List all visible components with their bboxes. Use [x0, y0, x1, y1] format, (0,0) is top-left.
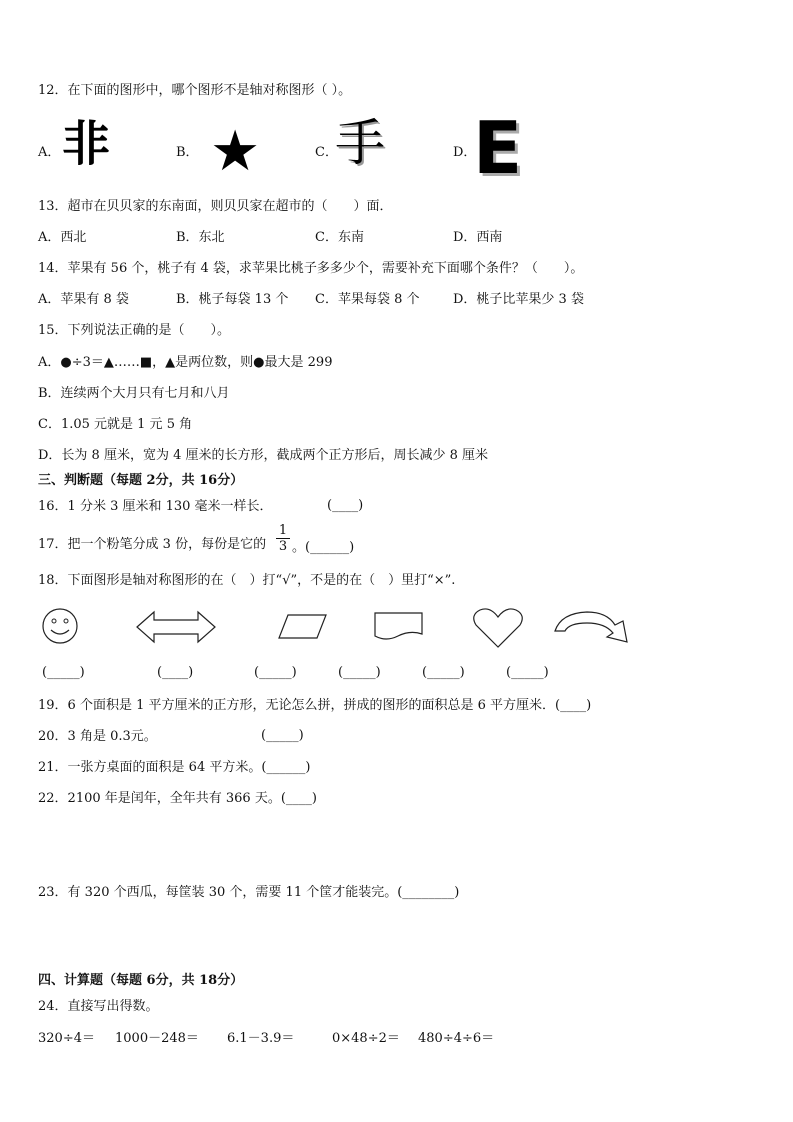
section-4-title: 四、计算题（每题 6分，共 18分） — [38, 973, 244, 988]
q12-option-b-label: B． — [176, 145, 199, 160]
q17-stem: 17．把一个粉笔分成 3 份，每份是它的 — [38, 537, 267, 552]
q16-answer-blank[interactable]: (____) — [327, 498, 364, 513]
q12-option-d-glyph: E — [473, 106, 523, 190]
q12-option-d-label: D． — [453, 145, 477, 160]
q17-fraction-denominator: 3 — [278, 539, 288, 554]
q17-fraction — [276, 524, 290, 553]
q18-blank-3[interactable]: (_____) — [254, 665, 297, 680]
q12-stem: 12．在下面的图形中，哪个图形不是轴对称图形（ ）。 — [38, 83, 352, 98]
q14-option-b: B．桃子每袋 13 个 — [176, 292, 289, 307]
q18-blank-6[interactable]: (_____) — [506, 665, 549, 680]
q20-stem: 20．3 角是 0.3元。 — [38, 729, 157, 744]
curved-arrow-icon — [553, 609, 631, 645]
q13-option-c: C．东南 — [315, 230, 364, 245]
q14-option-c: C．苹果每袋 8 个 — [315, 292, 420, 307]
q15-option-b: B．连续两个大月只有七月和八月 — [38, 386, 230, 401]
q18-stem: 18．下面图形是轴对称图形的在（ ）打“√”，不是的在（ ）里打“×”. — [38, 573, 456, 588]
q16-stem: 16．1 分米 3 厘米和 130 毫米一样长． — [38, 499, 273, 514]
double-arrow-icon — [136, 610, 216, 644]
q18-blank-4[interactable]: (_____) — [338, 665, 381, 680]
q24-stem: 24．直接写出得数。 — [38, 999, 159, 1014]
q18-blank-5[interactable]: (_____) — [422, 665, 465, 680]
q12-option-a-glyph: 非 — [62, 116, 111, 172]
q18-blank-1[interactable]: (_____) — [42, 665, 85, 680]
q12-option-b-star-icon: ★ — [210, 119, 261, 184]
q24-item-3: 6.1－3.9＝ — [227, 1031, 295, 1046]
q21-stem: 21．一张方桌面的面积是 64 平方米。(______) — [38, 760, 311, 775]
flag-shape-icon — [374, 612, 424, 642]
q18-blank-2[interactable]: (____) — [157, 665, 194, 680]
q14-option-a: A．苹果有 8 袋 — [38, 292, 129, 307]
q15-stem: 15．下列说法正确的是（ ）。 — [38, 323, 231, 338]
q14-stem: 14．苹果有 56 个，桃子有 4 袋，求苹果比桃子多多少个，需要补充下面哪个条件？（ ）。 — [38, 261, 584, 276]
parallelogram-icon — [278, 614, 328, 640]
q13-option-d: D．西南 — [453, 230, 503, 245]
q17-fraction-numerator: 1 — [278, 523, 288, 538]
heart-icon — [472, 607, 524, 649]
smiley-face-icon — [40, 608, 82, 644]
q24-item-2: 1000－248＝ — [115, 1031, 199, 1046]
q17-tail[interactable]: 。(______) — [292, 540, 355, 555]
q19-stem: 19．6 个面积是 1 平方厘米的正方形，无论怎么拼，拼成的图形的面积总是 6 平方厘米．(____) — [38, 698, 592, 713]
q24-item-5: 480÷4÷6＝ — [418, 1031, 495, 1046]
q15-option-d: D．长为 8 厘米，宽为 4 厘米的长方形，截成两个正方形后，周长减少 8 厘米 — [38, 448, 489, 463]
q23-stem: 23．有 320 个西瓜，每筐装 30 个，需要 11 个筐才能装完。(________) — [38, 885, 460, 900]
q13-stem: 13．超市在贝贝家的东南面，则贝贝家在超市的（ ）面． — [38, 199, 393, 214]
q15-option-a: A．●÷3＝▲……■，▲是两位数，则●最大是 299 — [38, 355, 333, 370]
q12-option-a-label: A． — [38, 145, 61, 160]
q13-option-a: A．西北 — [38, 230, 87, 245]
q14-option-d: D．桃子比苹果少 3 袋 — [453, 292, 584, 307]
q12-option-c-glyph: 手 — [335, 114, 385, 172]
q13-option-b: B．东北 — [176, 230, 225, 245]
section-3-title: 三、判断题（每题 2分，共 16分） — [38, 473, 244, 488]
q22-stem: 22．2100 年是闰年，全年共有 366 天。(____) — [38, 791, 317, 806]
q15-option-c: C．1.05 元就是 1 元 5 角 — [38, 417, 193, 432]
q20-answer-blank[interactable]: (_____) — [261, 728, 304, 743]
q24-item-4: 0×48÷2＝ — [332, 1031, 400, 1046]
q24-item-1: 320÷4＝ — [38, 1031, 95, 1046]
q12-option-c-label: C． — [315, 145, 338, 160]
